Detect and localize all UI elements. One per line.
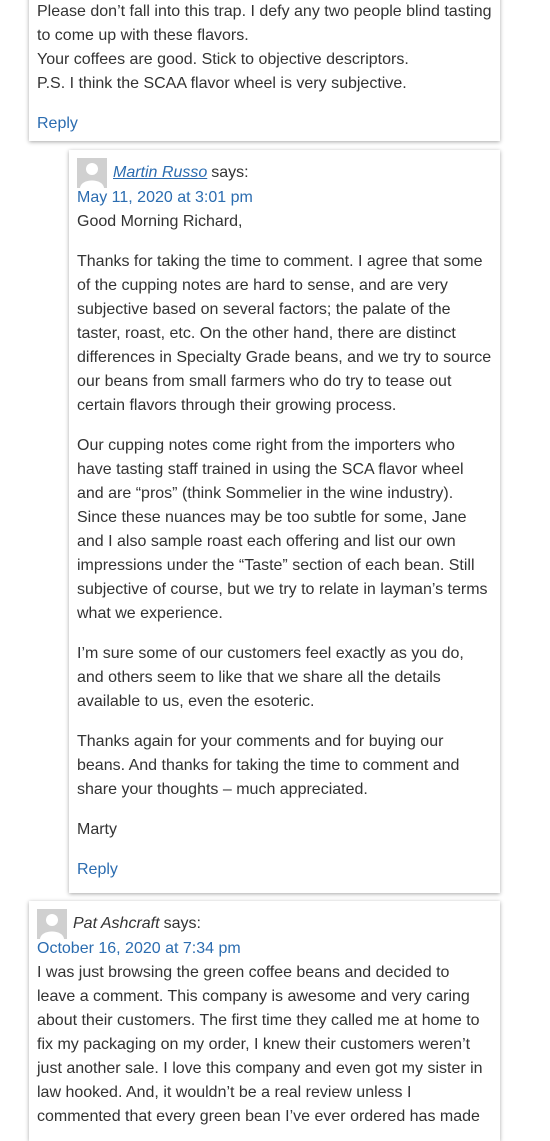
comment-paragraph: I’m sure some of our customers feel exactly as you do, and others seem to like that we share all the details available to us, even the esoteric.: [77, 645, 464, 710]
comment-richard: [29, 0, 500, 141]
says-label: says:: [163, 915, 201, 932]
says-label: says:: [211, 164, 249, 181]
comment-paragraph: Please don’t fall into this trap. I defy any two people blind tasting to come up with these flavors.: [37, 3, 492, 44]
comment-body: [37, 961, 492, 1129]
comment-author-name: Pat Ashcraft: [73, 915, 160, 932]
avatar: [77, 158, 107, 188]
comment-date-link[interactable]: October 16, 2020 at 7:34 pm: [37, 940, 241, 957]
comment-martin-russo: [69, 150, 500, 893]
reply-link[interactable]: Reply: [37, 115, 78, 132]
comment-body: [37, 0, 492, 96]
comment-paragraph: Good Morning Richard,: [77, 213, 243, 230]
comment-paragraph: P.S. I think the SCAA flavor wheel is very subjective.: [37, 75, 407, 92]
comment-paragraph: Marty: [77, 821, 117, 838]
comment-body: [77, 210, 492, 842]
reply-link[interactable]: Reply: [77, 861, 118, 878]
comment-paragraph: Our cupping notes come right from the importers who have tasting staff trained in using the SCA flavor wheel and are “pros” (think Sommelier in the wine industry). Since these nuances may be too subtle for some, Jane and I also sample roast each offering and list our own impressions under the “Taste” section of each bean. Still subjective of course, but we try to relate in layman’s terms what we experience.: [77, 437, 488, 622]
comment-author-line: [77, 157, 492, 189]
comment-paragraph: Your coffees are good. Stick to objective descriptors.: [37, 51, 409, 68]
comment-paragraph: I was just browsing the green coffee beans and decided to leave a comment. This company is awesome and very caring about their customers. The first time they called me at home to fix my packaging on my order, I knew their customers weren’t just another sale. I love this company and even got my sister in law hooked. And, it wouldn’t be a real review unless I commented that every green bean I’ve ever ordered has made: [37, 964, 483, 1125]
comment-pat-ashcraft: [29, 901, 500, 1141]
comment-date-link[interactable]: May 11, 2020 at 3:01 pm: [77, 189, 253, 206]
comment-author-link[interactable]: Martin Russo: [113, 164, 208, 181]
comment-author-line: [37, 908, 492, 940]
comment-paragraph: Thanks again for your comments and for buying our beans. And thanks for taking the time to comment and share your thoughts – much appreciated.: [77, 733, 460, 798]
comment-paragraph: Thanks for taking the time to comment. I agree that some of the cupping notes are hard to sense, and are very subjective based on several factors; the palate of the taster, roast, etc. On the other hand, there are distinct differences in Specialty Grade beans, and we try to source our beans from small farmers who do try to tease out certain flavors through their growing process.: [77, 253, 492, 414]
avatar: [37, 909, 67, 939]
